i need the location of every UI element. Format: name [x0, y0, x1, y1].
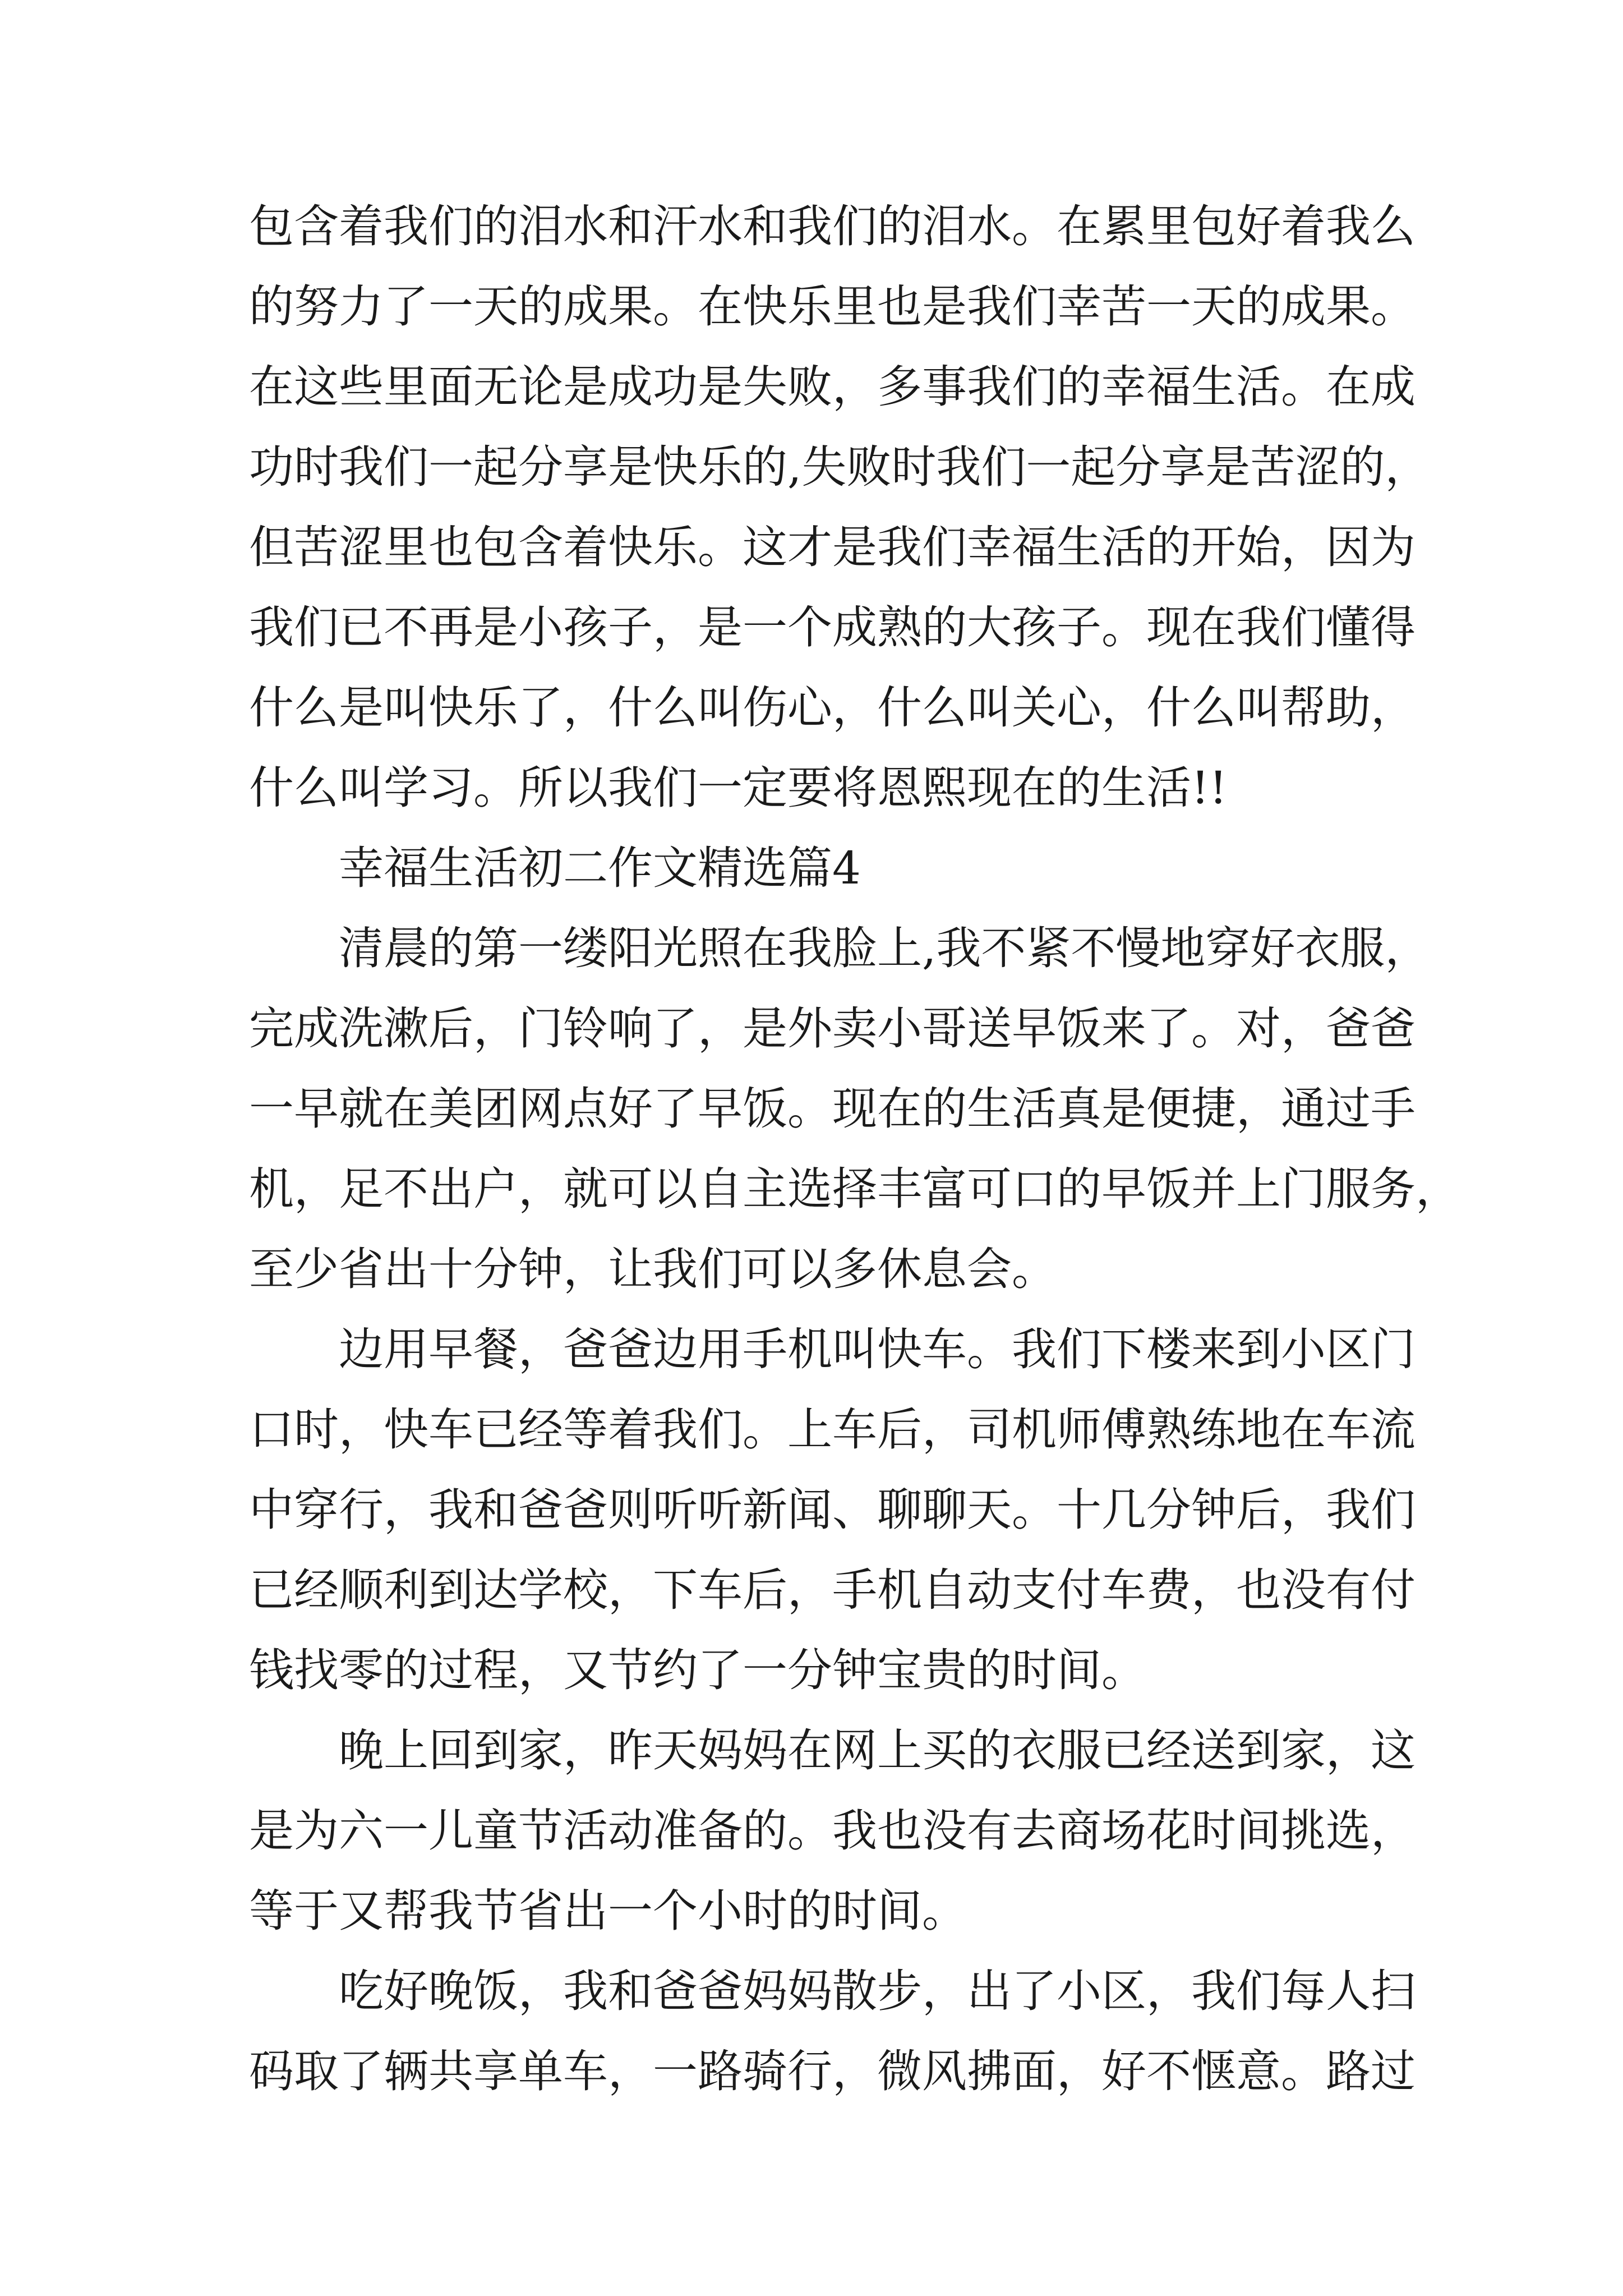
- section-heading: [249, 828, 1404, 908]
- paragraph: [249, 186, 1430, 828]
- paragraph: [249, 1309, 1415, 1710]
- text-line: 等于又帮我节省出一个小时的时间。: [249, 1885, 967, 1937]
- text-line: 是为六一儿童节活动准备的。我也没有去商场花时间挑选，: [249, 1805, 1415, 1857]
- text-line: 至少省出十分钟，让我们可以多休息会。: [249, 1243, 1057, 1295]
- text-line: 一早就在美团网点好了早饭。现在的生活真是便捷，通过手: [249, 1083, 1415, 1135]
- text-line: 但苦涩里也包含着快乐。这才是我们幸福生活的开始，因为: [249, 521, 1415, 573]
- paragraph: [249, 1951, 1415, 2111]
- text-line: 已经顺利到达学校，下车后，手机自动支付车费，也没有付: [249, 1564, 1415, 1616]
- text-line: 码取了辆共享单车，一路骑行，微风拂面，好不惬意。路过: [249, 2045, 1415, 2097]
- text-line: 什么叫学习。所以我们一定要将恩熙现在的生活!!: [249, 762, 1228, 814]
- text-line: 包含着我们的泪水和汗水和我们的泪水。在累里包好着我么: [249, 200, 1415, 252]
- text-line: 钱找零的过程，又节约了一分钟宝贵的时间。: [249, 1644, 1146, 1696]
- text-line: 吃好晚饭，我和爸爸妈妈散步，出了小区，我们每人扫: [339, 1965, 1415, 2017]
- text-line: 边用早餐，爸爸边用手机叫快车。我们下楼来到小区门: [339, 1323, 1415, 1375]
- document-body: [249, 186, 1460, 2111]
- text-line: 机，足不出户，就可以自主选择丰富可口的早饭并上门服务，: [249, 1163, 1460, 1215]
- text-line: 中穿行，我和爸爸则听听新闻、聊聊天。十几分钟后，我们: [249, 1484, 1415, 1536]
- text-line: 我们已不再是小孩子，是一个成熟的大孩子。现在我们懂得: [249, 601, 1415, 654]
- text-line: 完成洗漱后，门铃响了，是外卖小哥送早饭来了。对，爸爸: [249, 1002, 1415, 1055]
- text-line: 的努力了一天的成果。在快乐里也是我们幸苦一天的成果。: [249, 280, 1415, 333]
- text-line: 功时我们一起分享是快乐的,失败时我们一起分享是苦涩的，: [249, 441, 1430, 493]
- text-line: 在这些里面无论是成功是失败，多事我们的幸福生活。在成: [249, 361, 1415, 413]
- text-line: 晚上回到家，昨天妈妈在网上买的衣服已经送到家，这: [339, 1724, 1415, 1777]
- paragraph: [249, 1710, 1415, 1951]
- paragraph: [249, 908, 1460, 1309]
- text-line: 清晨的第一缕阳光照在我脸上,我不紧不慢地穿好衣服，: [339, 922, 1430, 974]
- text-line: 什么是叫快乐了，什么叫伤心，什么叫关心，什么叫帮助，: [249, 682, 1415, 734]
- heading-text: 幸福生活初二作文精选篇4: [339, 842, 861, 894]
- text-line: 口时，快车已经等着我们。上车后，司机师傅熟练地在车流: [249, 1404, 1415, 1456]
